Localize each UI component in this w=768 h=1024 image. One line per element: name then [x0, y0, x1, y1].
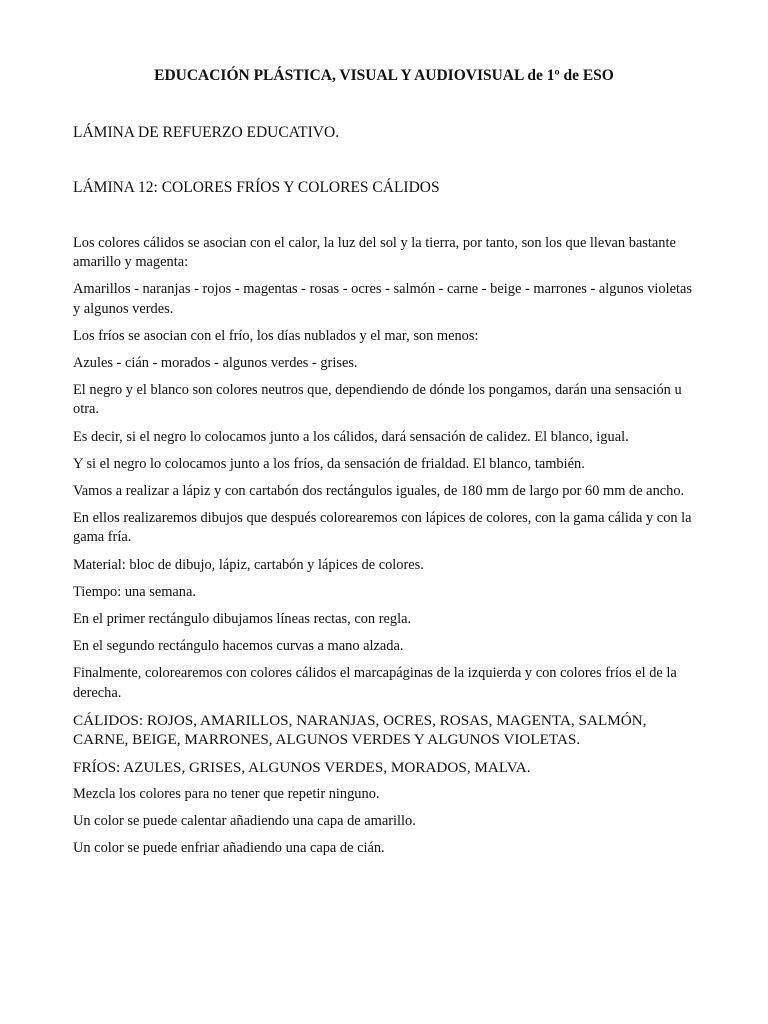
paragraph-segundo-rectangulo: En el segundo rectángulo hacemos curvas a mano alzada. [73, 638, 404, 655]
paragraph-marcapaginas: Finalmente, colorearemos con colores cálidos el marcapáginas de la izquierda y con colores fríos el de la derecha. [73, 665, 677, 701]
paragraph-negro-frios: Y si el negro lo colocamos junto a los fríos, da sensación de frialdad. El blanco, también. [73, 455, 585, 472]
paragraph-neutros: El negro y el blanco son colores neutros que, dependiendo de dónde los pongamos, darán una sensación u otra. [73, 382, 682, 418]
paragraph-primer-rectangulo: En el primer rectángulo dibujamos líneas rectas, con regla. [73, 611, 412, 628]
paragraph-material: Material: bloc de dibujo, lápiz, cartabón y lápices de colores. [73, 556, 424, 573]
paragraph-calidos-intro: Los colores cálidos se asocian con el calor, la luz del sol y la tierra, por tanto, son los que llevan bastante amarillo y magenta: [73, 235, 676, 271]
document-body [73, 234, 695, 867]
paragraph-frios-intro: Los fríos se asocian con el frío, los días nublados y el mar, son menos: [73, 327, 479, 344]
paragraph-enfriar: Un color se puede enfriar añadiendo una capa de cián. [73, 840, 385, 857]
document-subtitle-refuerzo: LÁMINA DE REFUERZO EDUCATIVO. [73, 124, 340, 141]
paragraph-calentar: Un color se puede calentar añadiendo una capa de amarillo. [73, 813, 416, 830]
paragraph-tiempo: Tiempo: una semana. [73, 583, 196, 600]
paragraph-dibujos: En ellos realizaremos dibujos que después colorearemos con lápices de colores, con la gama cálida y con la gama fría. [73, 510, 692, 546]
paragraph-frios-list: Azules - cián - morados - algunos verdes - grises. [73, 355, 358, 372]
paragraph-negro-calidos: Es decir, si el negro lo colocamos junto a los cálidos, dará sensación de calidez. El blanco, igual. [73, 428, 629, 445]
paragraph-rectangulos: Vamos a realizar a lápiz y con cartabón dos rectángulos iguales, de 180 mm de largo por 60 mm de ancho. [73, 483, 685, 500]
paragraph-mezcla: Mezcla los colores para no tener que repetir ninguno. [73, 786, 380, 803]
document-subtitle-lamina: LÁMINA 12: COLORES FRÍOS Y COLORES CÁLIDOS [73, 179, 440, 196]
paragraph-calidos-caps: CÁLIDOS: ROJOS, AMARILLOS, NARANJAS, OCRES, ROSAS, MAGENTA, SALMÓN, CARNE, BEIGE, MARRONES, ALGUNOS VERDES Y ALGUNOS VIOLETAS. [73, 711, 647, 749]
document-title: EDUCACIÓN PLÁSTICA, VISUAL Y AUDIOVISUAL de 1º de ESO [154, 67, 614, 84]
paragraph-calidos-list: Amarillos - naranjas - rojos - magentas - rosas - ocres - salmón - carne - beige - marrones - algunos violetas y algunos verdes. [73, 281, 692, 317]
paragraph-frios-caps: FRÍOS: AZULES, GRISES, ALGUNOS VERDES, MORADOS, MALVA. [73, 758, 531, 776]
